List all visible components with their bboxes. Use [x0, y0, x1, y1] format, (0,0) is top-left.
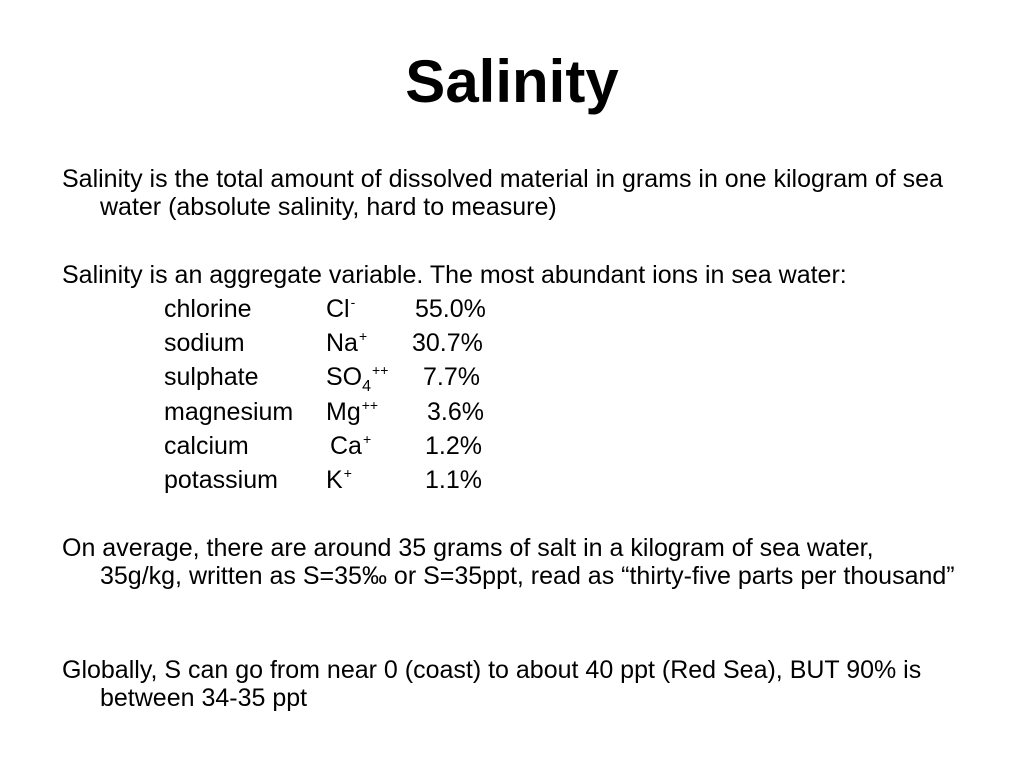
ion-name: magnesium: [164, 397, 294, 426]
ion-percent: 55.0%: [415, 295, 486, 323]
ion-percent: 30.7%: [412, 329, 483, 358]
ion-symbol: Na: [326, 329, 358, 358]
ion-symbol: SO: [326, 363, 363, 392]
ion-symbol: K: [326, 465, 343, 494]
ion-name: sulphate: [164, 363, 259, 392]
slide-title: Salinity: [405, 48, 619, 115]
global-range-paragraph: Globally, S can go from near 0 (coast) to about 40 ppt (Red Sea), BUT 90% is between 34-35 ppt: [62, 656, 922, 712]
ion-row: [164, 292, 564, 326]
ion-formula: [326, 463, 352, 500]
ion-percent: 3.6%: [427, 397, 484, 426]
ion-name: chlorine: [164, 295, 252, 323]
ion-row: [164, 395, 564, 429]
ion-symbol: Ca: [330, 431, 362, 460]
ion-formula: [326, 326, 367, 363]
ion-charge: +: [343, 464, 352, 481]
ion-name: sodium: [164, 329, 245, 358]
ion-charge: ++: [372, 362, 389, 379]
ion-row: [164, 326, 564, 360]
ion-formula: [326, 360, 388, 398]
ion-formula: [326, 395, 378, 432]
ion-charge: -: [350, 294, 356, 310]
ion-symbol: Mg: [326, 397, 361, 426]
ion-percent: 1.2%: [425, 431, 482, 460]
ion-name: potassium: [164, 465, 278, 494]
ion-charge: +: [362, 430, 372, 447]
ion-row: [164, 463, 564, 497]
definition-paragraph: Salinity is the total amount of dissolved material in grams in one kilogram of sea water (absolute salinity, hard to measure): [62, 165, 943, 221]
ion-list: [164, 292, 564, 497]
ion-name: calcium: [164, 431, 249, 460]
ion-symbol: Cl: [326, 295, 350, 323]
ion-row: [164, 360, 564, 394]
ion-formula: [330, 429, 371, 466]
average-salinity-paragraph: On average, there are around 35 grams of salt in a kilogram of sea water, 35g/kg, written as S=35‰ or S=35ppt, read as “thirty-five parts per thousand”: [62, 534, 955, 590]
ion-charge: +: [358, 328, 368, 345]
ion-subscript: 4: [362, 378, 372, 396]
ion-charge: ++: [361, 396, 379, 413]
ion-percent: 1.1%: [425, 465, 482, 494]
ion-percent: 7.7%: [423, 363, 480, 392]
ion-formula: [326, 292, 355, 329]
ion-row: [164, 429, 564, 463]
ions-intro-paragraph: Salinity is an aggregate variable. The most abundant ions in sea water:: [62, 261, 847, 289]
